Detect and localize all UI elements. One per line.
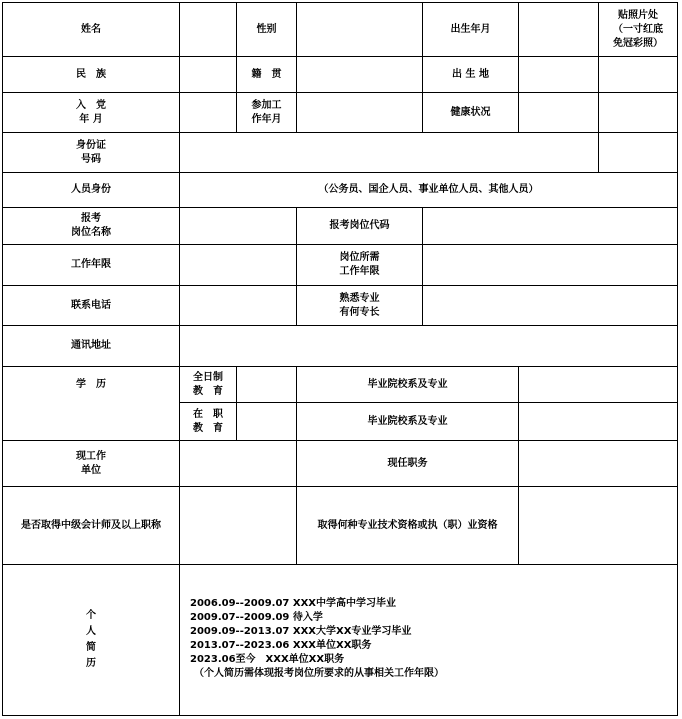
label-id-number: 身份证 号码: [76, 139, 106, 165]
label-phone: 联系电话: [71, 299, 111, 311]
resume-content[interactable]: [190, 597, 444, 681]
label-birth: 出生年月: [450, 23, 491, 35]
identity-options[interactable]: （公务员、国企人员、事业单位人员、其他人员）: [318, 184, 539, 195]
label-position-name: 报考 岗位名称: [71, 213, 111, 238]
gender-field[interactable]: [297, 3, 422, 56]
label-required-years: 岗位所需 工作年限: [339, 252, 380, 277]
label-gender: 性别: [256, 23, 277, 35]
label-identity: 人员身份: [71, 184, 111, 195]
label-education: 学 历: [76, 378, 106, 390]
birthplace-field[interactable]: [519, 57, 598, 92]
label-health: 健康状况: [450, 106, 491, 118]
id-number-field[interactable]: [180, 133, 598, 172]
label-work-start: 参加工 作年月: [251, 99, 282, 125]
label-native-place: 籍 贯: [251, 68, 282, 80]
resume-line: 2023.06至今 XXX单位XX职务: [190, 654, 345, 665]
fulltime-school-field[interactable]: [519, 367, 677, 402]
label-ethnicity: 民 族: [76, 68, 106, 80]
qualification-field[interactable]: [519, 487, 677, 564]
label-inservice-school: 毕业院校系及专业: [367, 415, 448, 427]
label-birthplace: 出 生 地: [452, 68, 489, 80]
accountant-field[interactable]: [180, 487, 296, 564]
label-party-date: 入 党 年 月: [76, 99, 106, 125]
label-current-post: 现任职务: [387, 457, 428, 469]
party-date-field[interactable]: [180, 93, 236, 132]
label-qualification: 取得何种专业技术资格或执（职）业资格: [317, 519, 498, 531]
label-position-code: 报考岗位代码: [329, 220, 390, 231]
name-field[interactable]: [180, 3, 236, 56]
specialty-field[interactable]: [423, 286, 677, 325]
label-employer: 现工作 单位: [76, 450, 106, 476]
inservice-degree-field[interactable]: [237, 403, 296, 440]
fulltime-degree-field[interactable]: [237, 367, 296, 402]
employer-field[interactable]: [180, 441, 296, 486]
work-years-field[interactable]: [180, 245, 296, 285]
address-field[interactable]: [180, 326, 677, 366]
label-specialty: 熟悉专业 有何专长: [339, 292, 380, 318]
ethnicity-field[interactable]: [180, 57, 236, 92]
label-fulltime-education: 全日制 教 育: [193, 371, 223, 397]
label-accountant: 是否取得中级会计师及以上职称: [21, 519, 161, 531]
current-post-field[interactable]: [519, 441, 677, 486]
resume-line: 2006.09--2009.07 XXX中学高中学习毕业: [190, 598, 397, 609]
resume-line: 2009.09--2013.07 XXX大学XX专业学习毕业: [190, 626, 412, 637]
phone-field[interactable]: [180, 286, 296, 325]
resume-line: 2013.07--2023.06 XXX单位XX职务: [190, 640, 372, 651]
work-start-field[interactable]: [297, 93, 422, 132]
birth-date-field[interactable]: [519, 3, 598, 56]
label-address: 通讯地址: [71, 340, 111, 351]
resume-line: 2009.07--2009.09 待入学: [190, 612, 323, 623]
native-place-field[interactable]: [297, 57, 422, 92]
label-photo: 贴照片处 （一寸红底 免冠彩照）: [613, 9, 663, 49]
position-code-field[interactable]: [423, 208, 677, 244]
label-name: 姓名: [81, 23, 101, 35]
label-work-years: 工作年限: [71, 259, 111, 270]
label-inservice-education: 在 职 教 育: [193, 408, 223, 434]
required-years-field[interactable]: [423, 245, 677, 285]
health-field[interactable]: [519, 93, 598, 132]
inservice-school-field[interactable]: [519, 403, 677, 440]
photo-area[interactable]: [599, 57, 677, 172]
label-resume: 个 人 简 历: [86, 610, 96, 669]
resume-note: （个人简历需体现报考岗位所要求的从事相关工作年限）: [194, 668, 444, 679]
label-fulltime-school: 毕业院校系及专业: [367, 378, 448, 390]
position-name-field[interactable]: [180, 208, 296, 244]
